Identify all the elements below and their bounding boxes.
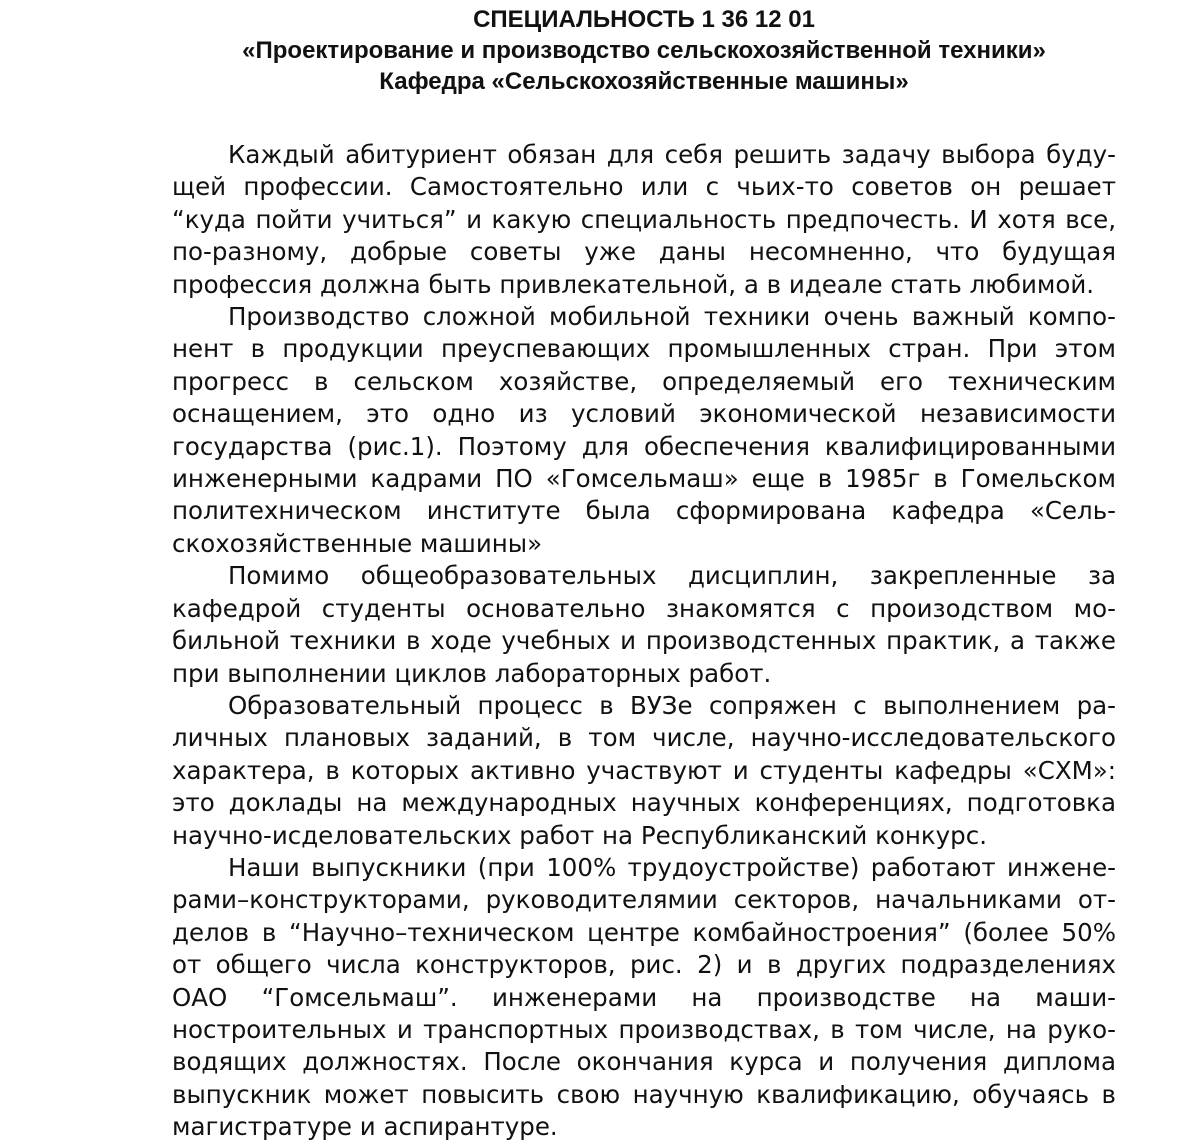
document-page <box>172 4 1116 1144</box>
paragraph-research-activity: Образовательный процесс в ВУЗе сопряжен с выполнением раличных плановых заданий, в том числе, научно-исследовательского характера, в которых активно участвуют и студенты кафедры «СХМ»: это доклады на международных научных конференциях, подготовка научно-иcделовательских работ на Республиканский конкурс. <box>172 690 1116 850</box>
paragraph-disciplines-and-practice: Помимо общеобразовательных дисциплин, закрепленные за кафедрой студенты основательно знакомятся с произодством мобильной техники в ходе учебных и производстенных практик, а также при выполнении циклов лабораторных работ. <box>172 561 1116 688</box>
department-heading: Кафедра «Сельскохозяйственные машины» <box>379 68 909 95</box>
specialty-title-heading: «Проектирование и производство сельскохозяйственной техники» <box>242 37 1046 64</box>
paragraph-graduates-careers: Наши выпускники (при 100% трудоустройстве) работают инженерами–конструкторами, руководителямии секторов, начальниками отделов в “Научно–техническом центре комбайностроения” (более 50% от общего числа конструкторов, рис. 2) и в других подразделениях ОАО “Гомсельмаш”. инженерами на производстве на машиностроительных и транспортных производствах, в том числе, на руководящих должностях. После окончания курса и получения диплома выпускник может повысить свою научную квалификацию, обучаясь в магистратуре и аспирантуре. <box>172 852 1116 1142</box>
paragraph-mobile-machinery-production: Производство сложной мобильной техники очень важный компонент в продукции преуспевающих промышленных стран. При этом прогресс в сельском хозяйстве, определяемый его техническим оснащением, это одно из условий экономической независимости государства (рис.1). Поэтому для обеспечения квалифицированными инженерными кадрами ПО «Гомсельмаш» еще в 1985г в Гомельском политехническом институте была сформирована кафедра «Сельскохозяйственные машины» <box>172 302 1116 558</box>
document-body <box>172 139 1116 1144</box>
specialty-code-heading: СПЕЦИАЛЬНОСТЬ 1 36 12 01 <box>473 6 815 33</box>
paragraph-choice-of-profession: Каждый абитуриент обязан для себя решить задачу выбора будущей профессии. Самостоятельно или с чьих-то советов он решает “куда пойти учиться” и какую специальность предпочесть. И хотя все, по-разному, добрые советы уже даны несомненно, что будущая профессия должна быть привлекательной, а в идеале стать любимой. <box>172 140 1116 299</box>
document-header <box>172 4 1116 97</box>
